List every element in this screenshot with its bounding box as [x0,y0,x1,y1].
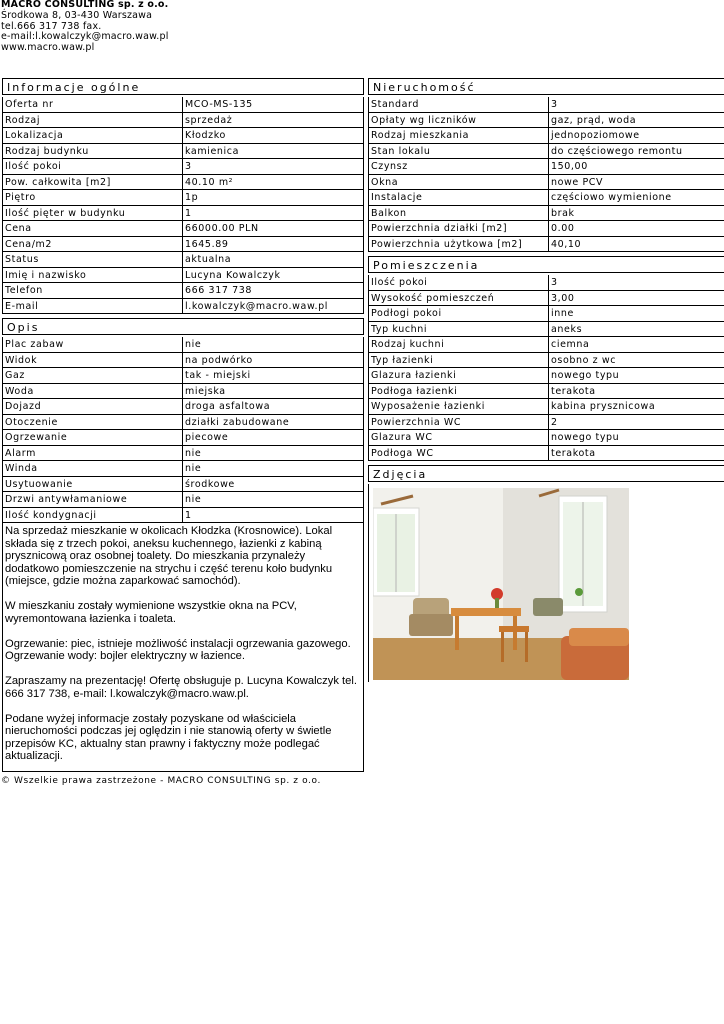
row-label: Podłoga WC [369,446,549,461]
row-label: E-mail [3,299,183,314]
general-info-row [3,190,363,206]
row-label: Telefon [3,283,183,298]
row-value: 3,00 [551,292,575,304]
row-label: Typ łazienki [369,353,549,368]
row-value: 150,00 [551,161,588,172]
row-label: Ilość pokoi [3,159,183,174]
property-row [369,206,724,222]
company-website: www.macro.waw.pl [1,42,95,54]
general-info-table [2,97,364,314]
row-value: 66000.00 PLN [185,223,259,234]
row-label: Plac zabaw [3,337,183,352]
photo-gallery [368,484,724,682]
row-label: Standard [369,97,549,112]
section-title-property: Nieruchomość [368,78,724,95]
opis-row [3,508,363,524]
row-label: Powierzchnia użytkowa [m2] [369,237,549,252]
company-address: Środkowa 8, 03-430 Warszawa [1,9,153,21]
row-label: Okna [369,175,549,190]
general-info-row [3,159,363,175]
left-column [2,78,364,772]
opis-row [3,384,363,400]
row-label: Podłogi pokoi [369,306,549,321]
room-row [369,415,724,431]
row-value: 1645.89 [185,238,229,250]
opis-row [3,353,363,369]
row-value: nowego typu [551,370,620,381]
row-label: Czynsz [369,159,549,174]
row-label: Wyposażenie łazienki [369,399,549,414]
row-label: Pow. całkowita [m2] [3,175,183,190]
property-row [369,144,724,160]
row-label: Rodzaj [3,113,183,128]
room-row [369,384,724,400]
room-row [369,322,724,338]
general-info-row [3,221,363,237]
row-value: 2 [551,416,558,428]
description-paragraph: W mieszkaniu zostały wymienione wszystkie okna na PCV, wyremontowana łazienka i toaleta. [5,600,297,625]
property-row [369,159,724,175]
general-info-row [3,268,363,284]
description-paragraph: Na sprzedaż mieszkanie w okolicach Kłodzka (Krosnowice). Lokal składa się z trzech pokoi, aneksu kuchennego, łazienki z kabiną prysznicową oraz osobnej toalety. Do mieszkania przynależy dodatkowo pomieszczenie na strychu i część terenu koło budynku (miejsce, gdzie można zaparkować samochód). [5,525,333,587]
room-row [369,275,724,291]
row-value: częściowo wymienione [551,192,672,203]
row-label: Glazura WC [369,430,549,445]
row-label: Rodzaj kuchni [369,337,549,352]
row-label: Ogrzewanie [3,430,183,445]
row-value: nie [185,463,202,474]
room-row [369,291,724,307]
general-info-row [3,97,363,113]
opis-row [3,430,363,446]
company-phone: tel.666 317 738 fax. [1,20,102,32]
opis-row [3,461,363,477]
section-title-photos: Zdjęcia [368,465,724,482]
row-value: miejska [185,385,226,397]
row-value: 1 [185,207,192,219]
row-value: 40,10 [551,238,582,250]
room-row [369,430,724,446]
section-title-rooms: Pomieszczenia [368,256,724,273]
property-row [369,237,724,253]
property-table [368,97,724,252]
row-value: 3 [551,277,558,288]
row-value: nie [185,447,202,459]
row-label: Oferta nr [3,97,183,112]
row-label: Lokalizacja [3,128,183,143]
description-paragraph: Ogrzewanie: piec, istnieje możliwość instalacji ogrzewania gazowego. Ogrzewanie wody: bojler elektryczny w łazience. [5,637,351,662]
row-value: 3 [185,161,192,172]
row-label: Ilość kondygnacji [3,508,183,523]
row-label: Piętro [3,190,183,205]
row-value: gaz, prąd, woda [551,114,637,126]
row-label: Powierzchnia WC [369,415,549,430]
row-label: Rodzaj mieszkania [369,128,549,143]
general-info-row [3,144,363,160]
section-title-general: Informacje ogólne [2,78,364,95]
row-label: Typ kuchni [369,322,549,337]
row-label: Cena/m2 [3,237,183,252]
row-value: 1 [185,509,192,521]
row-label: Imię i nazwisko [3,268,183,283]
row-value: tak - miejski [185,370,251,381]
row-value: piecowe [185,432,229,443]
opis-row [3,399,363,415]
general-info-row [3,283,363,299]
opis-row [3,368,363,384]
company-email: e-mail:l.kowalczyk@macro.waw.pl [1,31,169,43]
row-value: sprzedaż [185,114,233,126]
row-value: inne [551,308,574,319]
right-column [368,78,724,682]
general-info-row [3,128,363,144]
opis-row [3,492,363,508]
room-row [369,306,724,322]
row-value: terakota [551,447,596,459]
row-value: na podwórko [185,354,253,366]
row-label: Rodzaj budynku [3,144,183,159]
general-info-row [3,237,363,253]
row-value: aktualna [185,254,232,265]
row-value: 0.00 [551,223,575,234]
room-row [369,399,724,415]
row-value: nie [185,339,202,350]
row-label: Wysokość pomieszczeń [369,291,549,306]
row-label: Stan lokalu [369,144,549,159]
property-row [369,113,724,129]
opis-row [3,477,363,493]
row-value: terakota [551,385,596,397]
row-label: Balkon [369,206,549,221]
row-label: Woda [3,384,183,399]
row-value: 40.10 m² [185,176,234,188]
opis-row [3,337,363,353]
row-label: Ilość pięter w budynku [3,206,183,221]
general-info-row [3,252,363,268]
general-info-row [3,299,363,315]
property-row [369,128,724,144]
row-label: Glazura łazienki [369,368,549,383]
opis-table [2,337,364,523]
property-row [369,221,724,237]
general-info-row [3,206,363,222]
room-row [369,337,724,353]
row-value: osobno z wc [551,354,617,366]
row-value: droga asfaltowa [185,401,271,412]
row-label: Podłoga łazienki [369,384,549,399]
row-label: Cena [3,221,183,236]
description-paragraph: Zapraszamy na prezentację! Ofertę obsługuje p. Lucyna Kowalczyk tel. 666 317 738, e-mail: l.kowalczyk@macro.waw.pl. [5,675,357,700]
row-label: Gaz [3,368,183,383]
opis-row [3,415,363,431]
row-label: Otoczenie [3,415,183,430]
row-label: Ilość pokoi [369,275,549,290]
row-value: 666 317 738 [185,285,253,296]
row-value: jednopoziomowe [551,130,640,141]
row-label: Winda [3,461,183,476]
row-label: Opłaty wg liczników [369,113,549,128]
property-row [369,190,724,206]
apartment-photo[interactable] [373,488,629,680]
row-value: Lucyna Kowalczyk [185,269,281,281]
row-label: Dojazd [3,399,183,414]
company-header [1,0,169,54]
row-value: środkowe [185,478,235,490]
room-row [369,446,724,462]
row-value: kabina prysznicowa [551,401,656,412]
footer-copyright: © Wszelkie prawa zastrzeżone - MACRO CONSULTING sp. z o.o. [1,776,321,786]
row-value: nie [185,494,202,505]
property-row [369,175,724,191]
row-value: brak [551,207,575,219]
row-label: Widok [3,353,183,368]
rooms-table [368,275,724,461]
company-name: MACRO CONSULTING sp. z o.o. [1,0,169,10]
general-info-row [3,175,363,191]
row-value: działki zabudowane [185,416,290,428]
room-row [369,368,724,384]
description-text [2,523,364,772]
description-paragraph: Podane wyżej informacje zostały pozyskane od właściciela nieruchomości podczas jej oględzin i nie stanowią oferty w świetle przepisów KC, aktualny stan prawny i faktyczny może podlegać aktualizacji. [5,712,332,762]
row-value: nowego typu [551,432,620,443]
row-value: ciemna [551,339,590,350]
row-value: MCO-MS-135 [185,99,253,110]
row-label: Powierzchnia działki [m2] [369,221,549,236]
row-value: Kłodzko [185,130,226,141]
property-row [369,97,724,113]
row-label: Usytuowanie [3,477,183,492]
room-row [369,353,724,369]
row-value: do częściowego remontu [551,145,683,157]
row-label: Status [3,252,183,267]
row-value: nowe PCV [551,176,604,188]
row-label: Drzwi antywłamaniowe [3,492,183,507]
row-label: Alarm [3,446,183,461]
section-title-opis: Opis [2,318,364,335]
row-value: kamienica [185,145,239,157]
row-label: Instalacje [369,190,549,205]
row-value: aneks [551,323,583,335]
row-value: 3 [551,99,558,110]
opis-row [3,446,363,462]
general-info-row [3,113,363,129]
row-value: 1p [185,192,199,203]
row-value: l.kowalczyk@macro.waw.pl [185,300,328,312]
